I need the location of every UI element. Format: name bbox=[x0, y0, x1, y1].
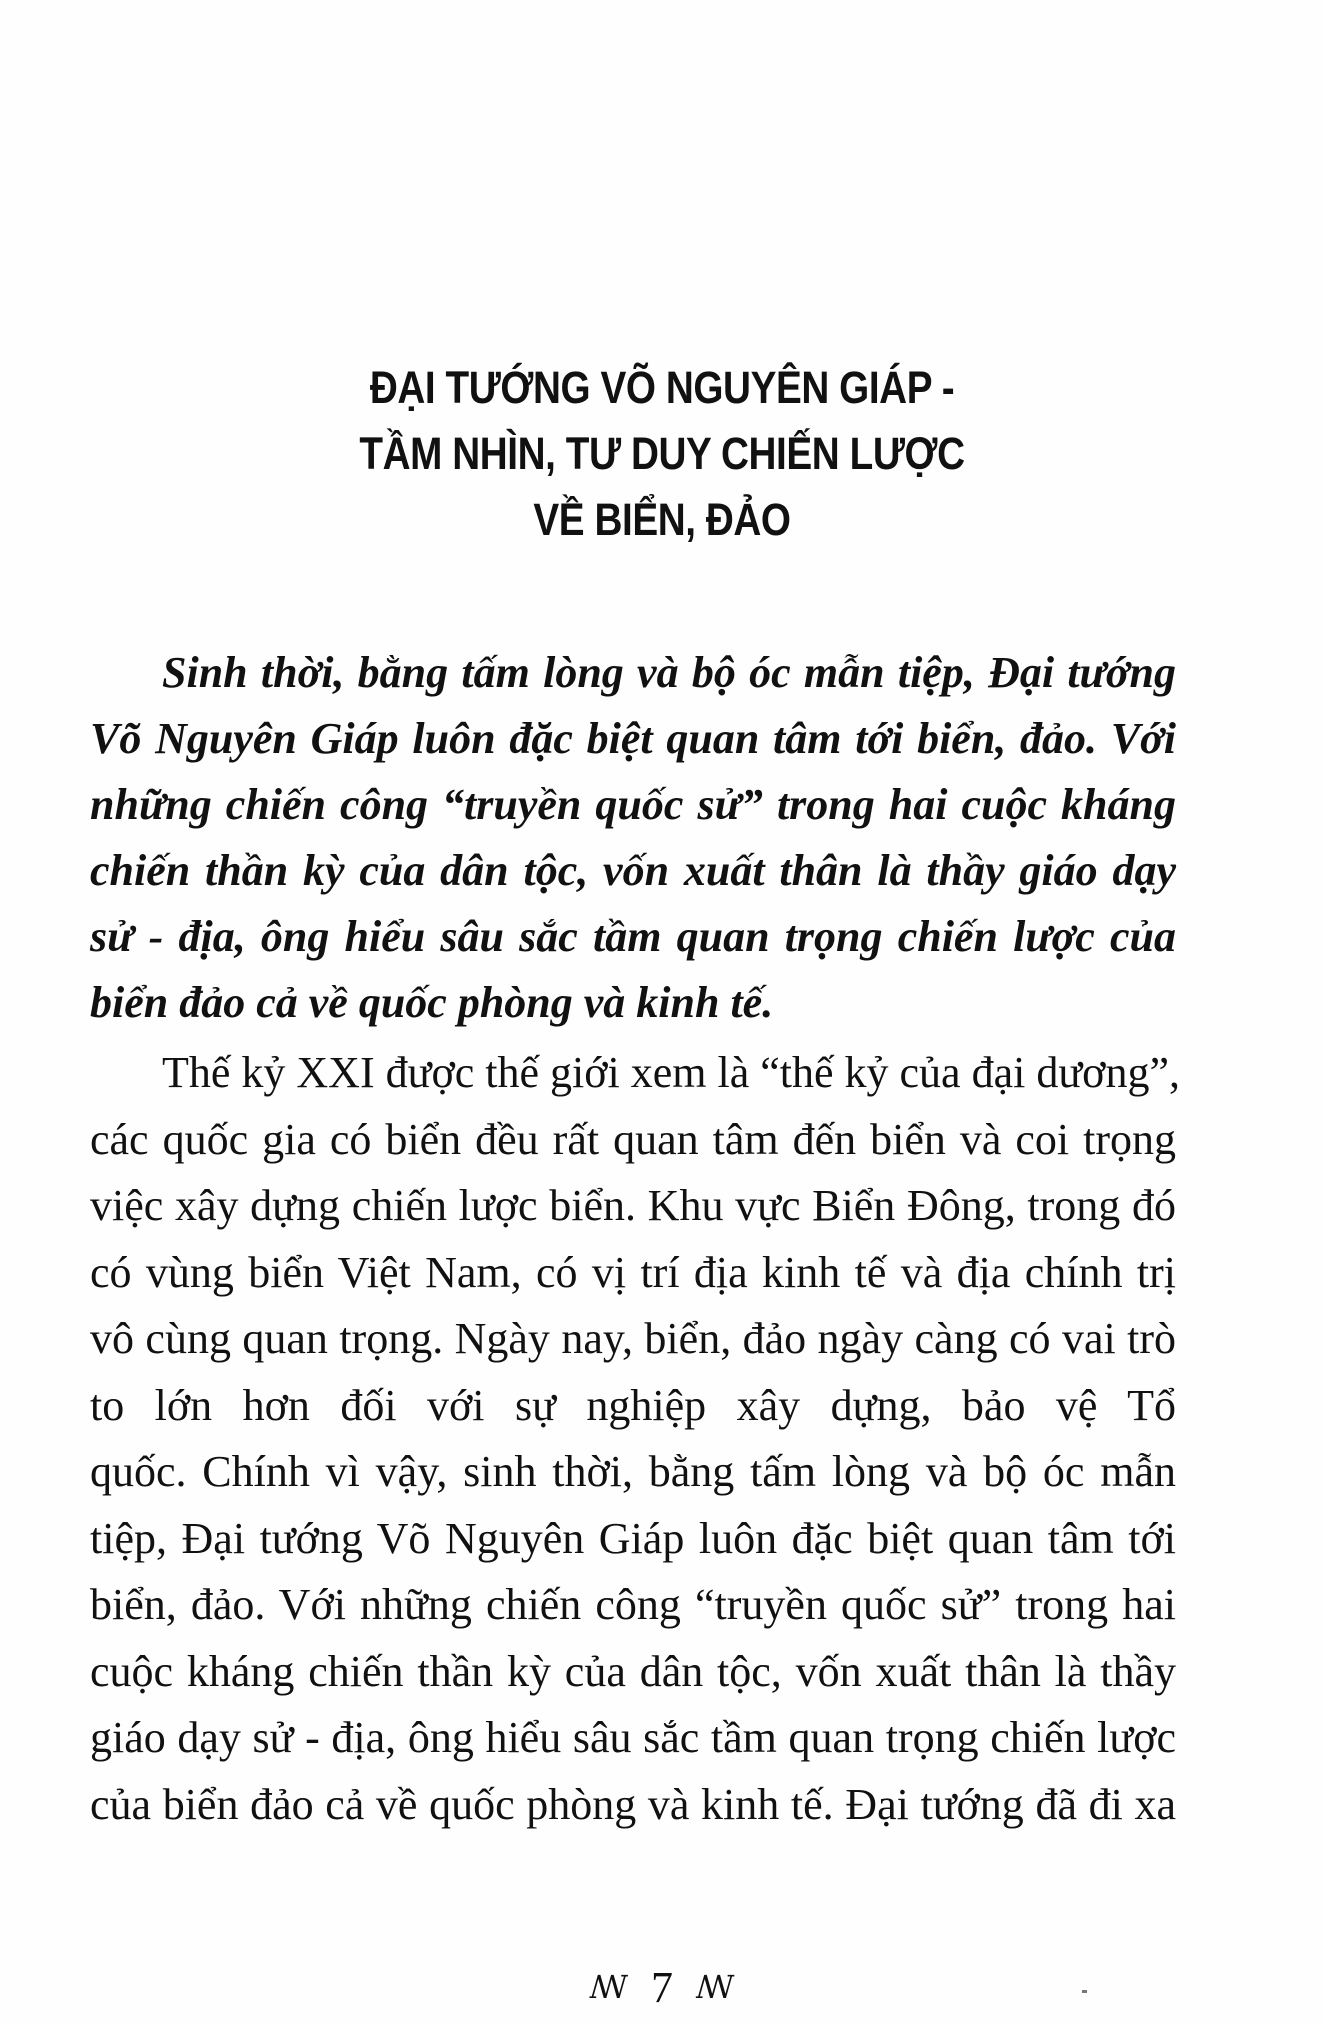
body-line: cuộc kháng chiến thần kỳ của dân tộc, vốn xuất thân là thầy bbox=[90, 1646, 1176, 1696]
body-line: việc xây dựng chiến lược biển. Khu vực Biển Đông, trong đó bbox=[90, 1181, 1176, 1230]
body-line: Thế kỷ XXI được thế giới xem là “thế kỷ của đại dương”, bbox=[162, 1048, 1180, 1097]
lead-line: Võ Nguyên Giáp luôn đặc biệt quan tâm tới biển, đảo. Với bbox=[90, 714, 1176, 763]
lead-paragraph bbox=[90, 640, 1176, 1036]
body-line: vô cùng quan trọng. Ngày nay, biển, đảo ngày càng có vai trò bbox=[90, 1314, 1176, 1363]
lead-line: sử - địa, ông hiểu sâu sắc tầm quan trọng chiến lược của bbox=[90, 912, 1176, 961]
ornament-left-icon: ꟿ bbox=[589, 1969, 628, 2005]
page-footer bbox=[0, 1962, 1324, 2013]
lead-line: chiến thần kỳ của dân tộc, vốn xuất thân là thầy giáo dạy bbox=[90, 846, 1176, 895]
page-number: 7 bbox=[651, 1963, 673, 2012]
body-line: to lớn hơn đối với sự nghiệp xây dựng, bảo vệ Tổ bbox=[90, 1380, 1176, 1430]
body-line: tiệp, Đại tướng Võ Nguyên Giáp luôn đặc biệt quan tâm tới bbox=[90, 1513, 1176, 1563]
body-line: biển, đảo. Với những chiến công “truyền quốc sử” trong hai bbox=[90, 1580, 1176, 1629]
body-line: có vùng biển Việt Nam, có vị trí địa kinh tế và địa chính trị bbox=[90, 1247, 1176, 1297]
chapter-title bbox=[93, 355, 1232, 553]
title-line: ĐẠI TƯỚNG VÕ NGUYÊN GIÁP - bbox=[369, 362, 955, 413]
title-line: TẦM NHÌN, TƯ DUY CHIẾN LƯỢC bbox=[359, 428, 965, 479]
body-line: của biển đảo cả về quốc phòng và kinh tế. Đại tướng đã đi xa bbox=[90, 1779, 1176, 1829]
ornament-right-icon: ꟿ bbox=[696, 1969, 735, 2005]
title-line: VỀ BIỂN, ĐẢO bbox=[533, 494, 791, 545]
lead-line: những chiến công “truyền quốc sử” trong hai cuộc kháng bbox=[90, 780, 1176, 829]
body-line: các quốc gia có biển đều rất quan tâm đến biển và coi trọng bbox=[90, 1114, 1176, 1164]
print-speck bbox=[1082, 1990, 1087, 1993]
lead-line: Sinh thời, bằng tấm lòng và bộ óc mẫn tiệp, Đại tướng bbox=[162, 648, 1176, 697]
body-line: quốc. Chính vì vậy, sinh thời, bằng tấm lòng và bộ óc mẫn bbox=[90, 1447, 1176, 1496]
lead-line: biển đảo cả về quốc phòng và kinh tế. bbox=[90, 978, 774, 1027]
body-paragraph bbox=[90, 1040, 1180, 1838]
body-line: giáo dạy sử - địa, ông hiểu sâu sắc tầm quan trọng chiến lược bbox=[90, 1713, 1176, 1762]
